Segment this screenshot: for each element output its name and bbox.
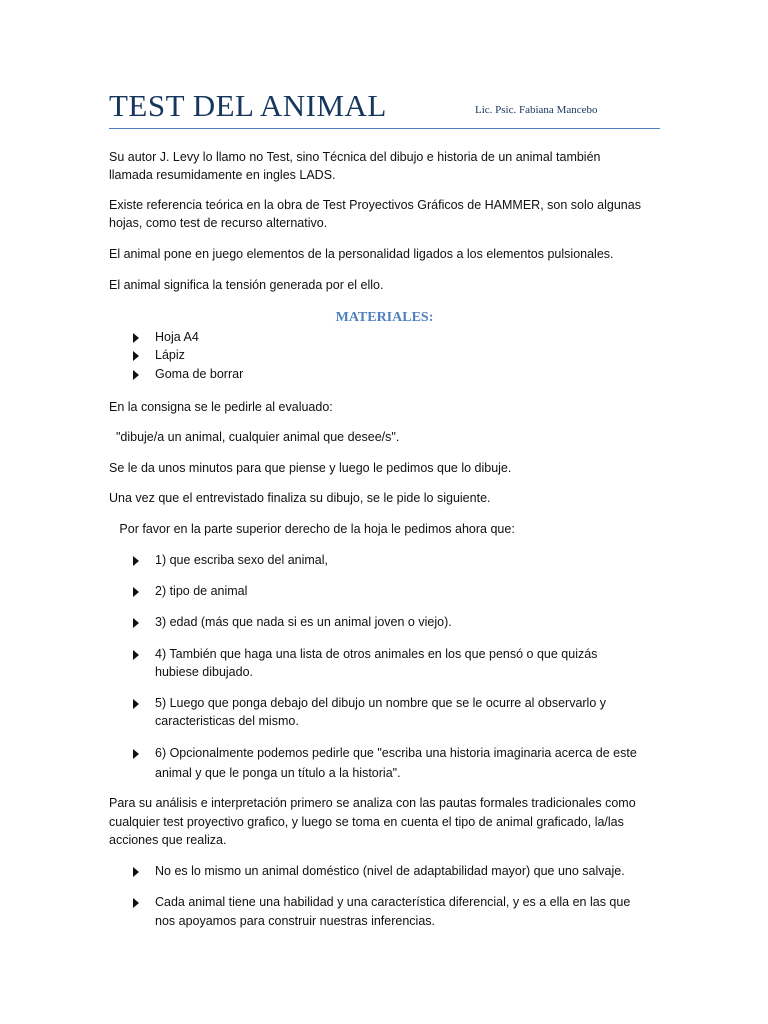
material-item: Lápiz — [155, 348, 185, 362]
bullet-arrow-icon — [133, 898, 139, 908]
consigna-line: En la consigna se le pedirle al evaluado: — [109, 400, 333, 414]
paso-item: 3) edad (más que nada si es un animal joven o viejo). — [155, 615, 452, 629]
bullet-arrow-icon — [133, 556, 139, 566]
bullet-arrow-icon — [133, 370, 139, 380]
material-item: Hoja A4 — [155, 330, 199, 344]
intro-line: Existe referencia teórica en la obra de Test Proyectivos Gráficos de HAMMER, son solo algunas — [109, 198, 641, 212]
material-item: Goma de borrar — [155, 367, 244, 381]
intro-line: Su autor J. Levy lo llamo no Test, sino Técnica del dibujo e historia de un animal también — [109, 150, 601, 164]
consigna-line: Se le da unos minutos para que piense y luego le pedimos que lo dibuje. — [109, 461, 512, 475]
bullet-arrow-icon — [133, 867, 139, 877]
page-title: TEST DEL ANIMAL — [109, 88, 387, 123]
paso-item: 1) que escriba sexo del animal, — [155, 553, 329, 567]
consigna-line: Una vez que el entrevistado finaliza su dibujo, se le pide lo siguiente. — [109, 491, 491, 505]
bullet-arrow-icon — [133, 618, 139, 628]
paso-item: 4) También que haga una lista de otros animales en los que pensó o que quizás — [155, 647, 598, 661]
bullet-arrow-icon — [133, 587, 139, 597]
nota-item-cont: nos apoyamos para construir nuestras inferencias. — [155, 914, 436, 928]
consigna-line: "dibuje/a un animal, cualquier animal que desee/s". — [109, 430, 400, 444]
bullet-arrow-icon — [133, 650, 139, 660]
intro-line: hojas, como test de recurso alternativo. — [109, 216, 328, 230]
paso-item: 5) Luego que ponga debajo del dibujo un nombre que se le ocurre al observarlo y — [155, 696, 607, 710]
nota-item: No es lo mismo un animal doméstico (nivel de adaptabilidad mayor) que uno salvaje. — [155, 864, 625, 878]
paso-item-cont: caracteristicas del mismo. — [155, 714, 299, 728]
author-name: Lic. Psic. Fabiana Mancebo — [475, 104, 598, 116]
analisis-line: cualquier test proyectivo grafico, y luego se toma en cuenta el tipo de animal graficado, la/las — [109, 815, 624, 829]
bullet-arrow-icon — [133, 351, 139, 361]
paso-item: 2) tipo de animal — [155, 584, 248, 598]
paso-item-cont: hubiese dibujado. — [155, 665, 253, 679]
intro-line: El animal pone en juego elementos de la personalidad ligados a los elementos pulsionales. — [109, 247, 614, 261]
nota-item: Cada animal tiene una habilidad y una característica diferencial, y es a ella en las que — [155, 895, 631, 909]
bullet-arrow-icon — [133, 333, 139, 343]
paso-item-cont: animal y que le ponga un título a la historia". — [155, 766, 401, 780]
analisis-line: Para su análisis e interpretación primero se analiza con las pautas formales tradicionales como — [109, 796, 636, 810]
intro-line: El animal significa la tensión generada por el ello. — [109, 278, 384, 292]
intro-line: llamada resumidamente en ingles LADS. — [109, 168, 336, 182]
paso-item: 6) Opcionalmente podemos pedirle que "escriba una historia imaginaria acerca de este — [155, 746, 637, 760]
document-header — [109, 88, 660, 129]
bullet-arrow-icon — [133, 749, 139, 759]
bullet-arrow-icon — [133, 699, 139, 709]
consigna-line: Por favor en la parte superior derecho de la hoja le pedimos ahora que: — [109, 522, 515, 536]
materiales-heading: MATERIALES: — [335, 310, 434, 325]
analisis-line: acciones que realiza. — [109, 833, 227, 847]
